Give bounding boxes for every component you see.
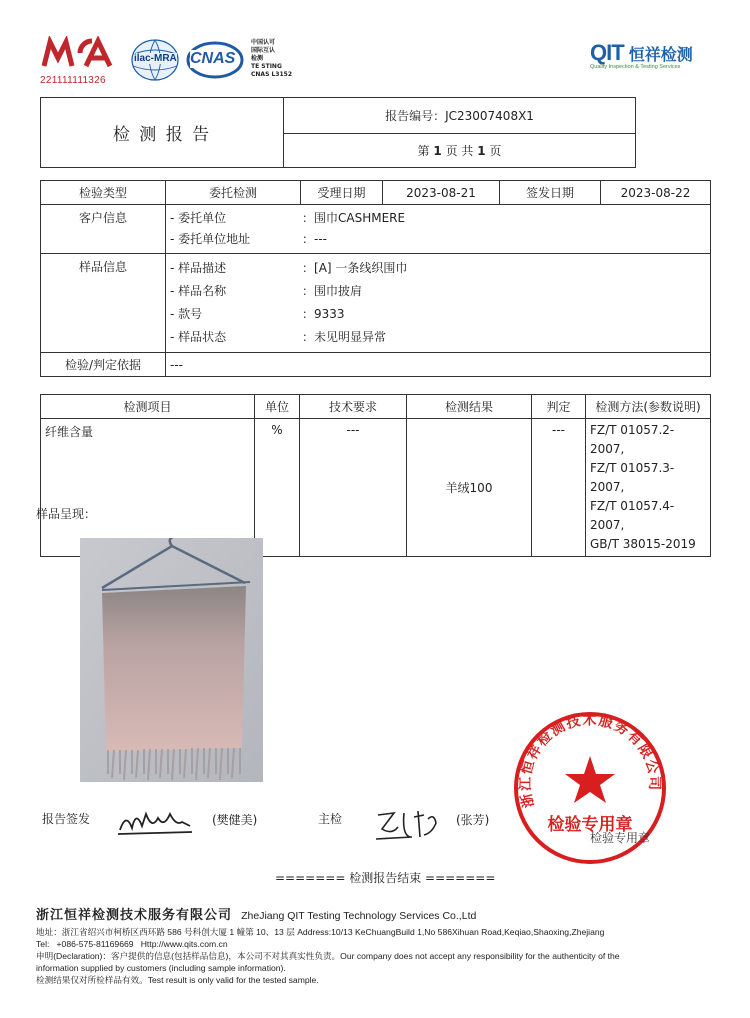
issued-date: 2023-08-22 [601,181,711,205]
col-header: 判定 [532,395,586,419]
footer [36,904,726,986]
sample-photo [80,538,263,782]
signer-signature [112,800,208,842]
title-box [40,97,636,168]
col-header: 检测项目 [41,395,255,419]
company-name-en: ZheJiang QIT Testing Technology Services Co.,Ltd [241,910,477,922]
report-title: 检 测 报 告 [41,98,284,168]
sample-row [170,257,706,280]
client-key: - 委托单位地址 [170,232,251,246]
col-header: 检测结果 [407,395,532,419]
sample-row [170,303,706,326]
colon: ： [302,211,315,225]
col-header: 检测方法(参数说明) [586,395,711,419]
page-current: 1 [433,144,442,158]
sample-value: 围巾披肩 [314,284,363,298]
cma-logo [40,36,114,84]
colon: ： [302,307,315,321]
footer-declaration: information supplied by customers (including sample information). [36,963,286,973]
basis-value: --- [166,353,711,377]
page-total: 1 [477,144,486,158]
cnas-logo [186,40,244,80]
signer-label: 报告签发 [42,812,91,826]
colon: ： [302,330,315,344]
sample-label: 样品信息 [41,254,166,353]
info-table [40,180,711,377]
client-row [170,208,706,229]
type-label: 检验类型 [41,181,166,205]
results-table [40,394,711,557]
sample-photo-label: 样品呈现： [36,507,97,521]
colon: ： [302,261,315,275]
inspector-label: 主检 [318,812,343,826]
basis-label: 检验/判定依据 [41,353,166,377]
report-number: JC23007408X1 [445,109,534,123]
inspector-name: (张芳) [456,813,490,827]
footer-address: 地址：浙江省绍兴市柯桥区西环路 586 号科创大厦 1 幢第 10、13 层 Address:10/13 KeChuangBuild 1,No 586Xihuan Road,Keqiao,Shaoxing,Zhejiang [36,927,605,937]
method-line: FZ/T 01057.2-2007, [590,423,675,456]
cnas-side-line: CNAS L3152 [251,71,293,78]
sample-key: - 款号 [170,307,203,321]
type-value: 委托检测 [166,181,301,205]
cnas-side-line: 检测 [251,55,264,62]
seal-overflow-text: 检验专用章 [590,831,651,845]
received-label: 受理日期 [301,181,383,205]
ilac-text: ilac-MRA [134,53,177,64]
client-label: 客户信息 [41,205,166,254]
sample-row [170,280,706,303]
handwritten-signature [112,800,208,842]
cma-number: 221111111326 [40,75,106,86]
footer-declaration: 申明(Declaration)：客户提供的信息(包括样品信息)，本公司不对其真实性负责。Our company does not accept any responsibility for the authenticity of the [36,951,620,961]
result-unit: % [255,419,300,557]
scarf-image [80,538,263,782]
colon: ： [302,232,315,246]
signer-name: (樊健美) [212,813,258,827]
inspector-signature [372,805,452,845]
col-header: 技术要求 [300,395,407,419]
cnas-text: CNAS [190,50,236,67]
cnas-side-line: 国际互认 [251,47,276,54]
client-key: - 委托单位 [170,211,227,225]
ilac-logo [130,38,180,82]
company-name-cn: 浙江恒祥检测技术服务有限公司 [36,908,233,923]
client-info [166,205,711,254]
col-header: 单位 [255,395,300,419]
sample-key: - 样品名称 [170,284,227,298]
client-value: --- [314,232,328,246]
colon: ： [302,284,315,298]
seal-ring-text: 浙江恒祥检测技术服务有限公司 [517,712,663,810]
result-methods [586,419,711,557]
sample-key: - 样品描述 [170,261,227,275]
result-judgement: --- [532,419,586,557]
sample-value: 9333 [314,307,345,321]
issued-label: 签发日期 [500,181,601,205]
cnas-side-line: TE STING [251,63,282,70]
qit-tagline: Quality Inspection & Testing Services [590,64,681,70]
report-number-label: 报告编号： [385,109,446,123]
cnas-side-line: 中国认可 [251,39,276,46]
sample-row [170,326,706,349]
star-icon [565,756,615,803]
handwritten-signature [372,805,452,845]
qit-logo [590,40,710,74]
page-indicator [284,134,636,168]
page-text: 页 [489,144,502,158]
qit-cn-name: 恒祥检测 [628,45,693,64]
footer-contact: Tel: +086-575-81169669 Http://www.qits.com.cn [36,939,228,949]
footer-validity: 检测结果仅对所检样品有效。Test result is only valid for the tested sample. [36,975,319,985]
client-row [170,229,706,250]
method-line: FZ/T 01057.3-2007, [590,461,675,494]
seal-center-text: 检验专用章 [547,815,633,835]
method-line: GB/T 38015-2019 [590,537,696,551]
cnas-side-text [251,39,292,79]
method-line: FZ/T 01057.4-2007, [590,499,675,532]
received-date: 2023-08-21 [383,181,500,205]
client-value: 围巾CASHMERE [314,211,406,225]
report-end-marker: ======= 检测报告结束 ======= [275,871,496,885]
page-text: 第 [417,144,430,158]
table-row [41,419,711,557]
sample-value: [A] 一条线织围巾 [314,261,408,275]
result-value: 羊绒100 [407,419,532,557]
result-item: 纤维含量 [41,419,255,557]
sample-key: - 样品状态 [170,330,227,344]
cma-mark-icon [40,36,114,70]
report-number-cell [284,98,636,134]
sample-info [166,254,711,353]
qit-brand: QIT [590,40,624,65]
result-requirement: --- [300,419,407,557]
page-text: 页 共 [445,144,474,158]
footer-company-line [36,904,726,924]
sample-value: 未见明显异常 [314,330,387,344]
